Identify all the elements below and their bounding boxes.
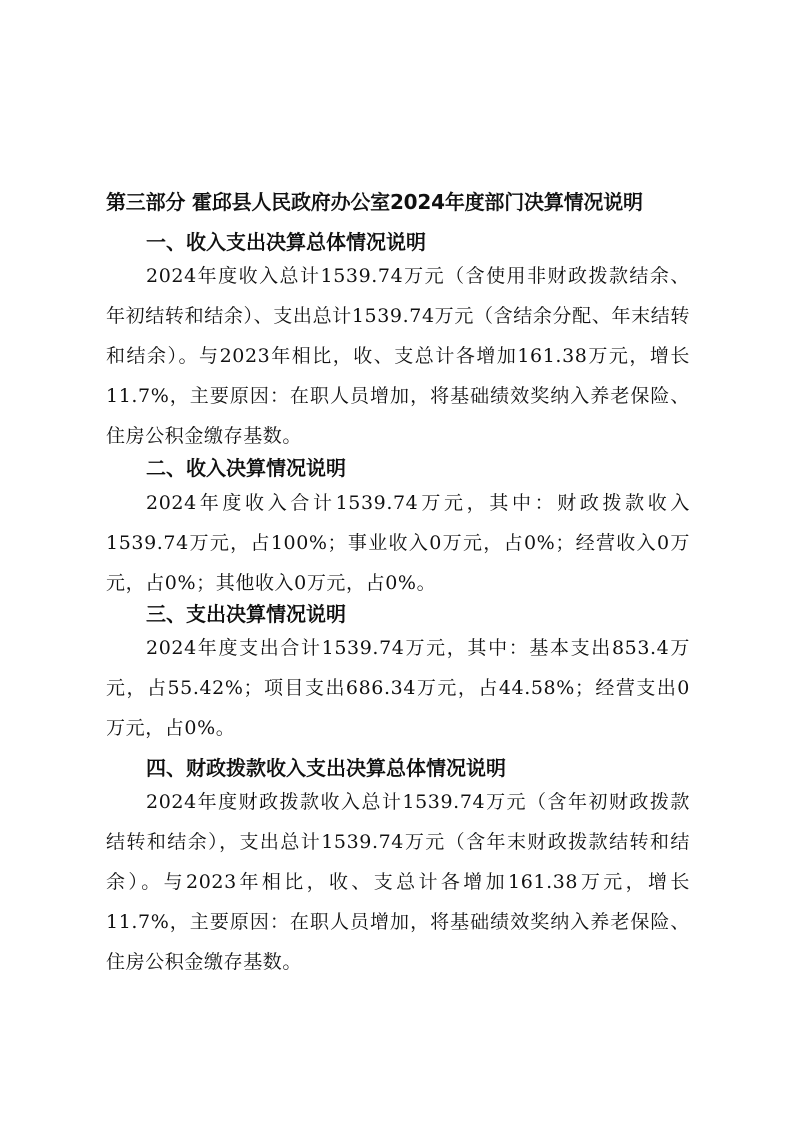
section-body-overall: 2024年度收入总计1539.74万元（含使用非财政拨款结余、年初结转和结余）、支出总计1539.74万元（含结余分配、年末结转和结余）。与2023年相比，收、支总计各增加161.38万元，增长11.7%，主要原因：在职人员增加，将基础绩效奖纳入养老保险、住房公积金缴存基数。 — [106, 265, 690, 447]
section-heading-income: 二、收入决算情况说明 — [146, 456, 346, 480]
section-heading-fiscal-appropriation: 四、财政拨款收入支出决算总体情况说明 — [146, 756, 506, 780]
section-body-expenditure: 2024年度支出合计1539.74万元，其中：基本支出853.4万元，占55.42%；项目支出686.34万元，占44.58%；经营支出0万元，占0%。 — [106, 637, 690, 739]
document-title: 第三部分 霍邱县人民政府办公室2024年度部门决算情况说明 — [106, 190, 643, 214]
section-body-fiscal-appropriation: 2024年度财政拨款收入总计1539.74万元（含年初财政拨款结转和结余），支出总计1539.74万元（含年末财政拨款结转和结余）。与2023年相比，收、支总计各增加161.38万元，增长11.7%，主要原因：在职人员增加，将基础绩效奖纳入养老保险、住房公积金缴存基数。 — [106, 791, 690, 973]
section-heading-overall: 一、收入支出决算总体情况说明 — [146, 230, 426, 254]
section-body-income: 2024年度收入合计1539.74万元，其中：财政拨款收入1539.74万元，占100%；事业收入0万元，占0%；经营收入0万元，占0%；其他收入0万元，占0%。 — [106, 492, 690, 594]
section-heading-expenditure: 三、支出决算情况说明 — [146, 602, 346, 626]
